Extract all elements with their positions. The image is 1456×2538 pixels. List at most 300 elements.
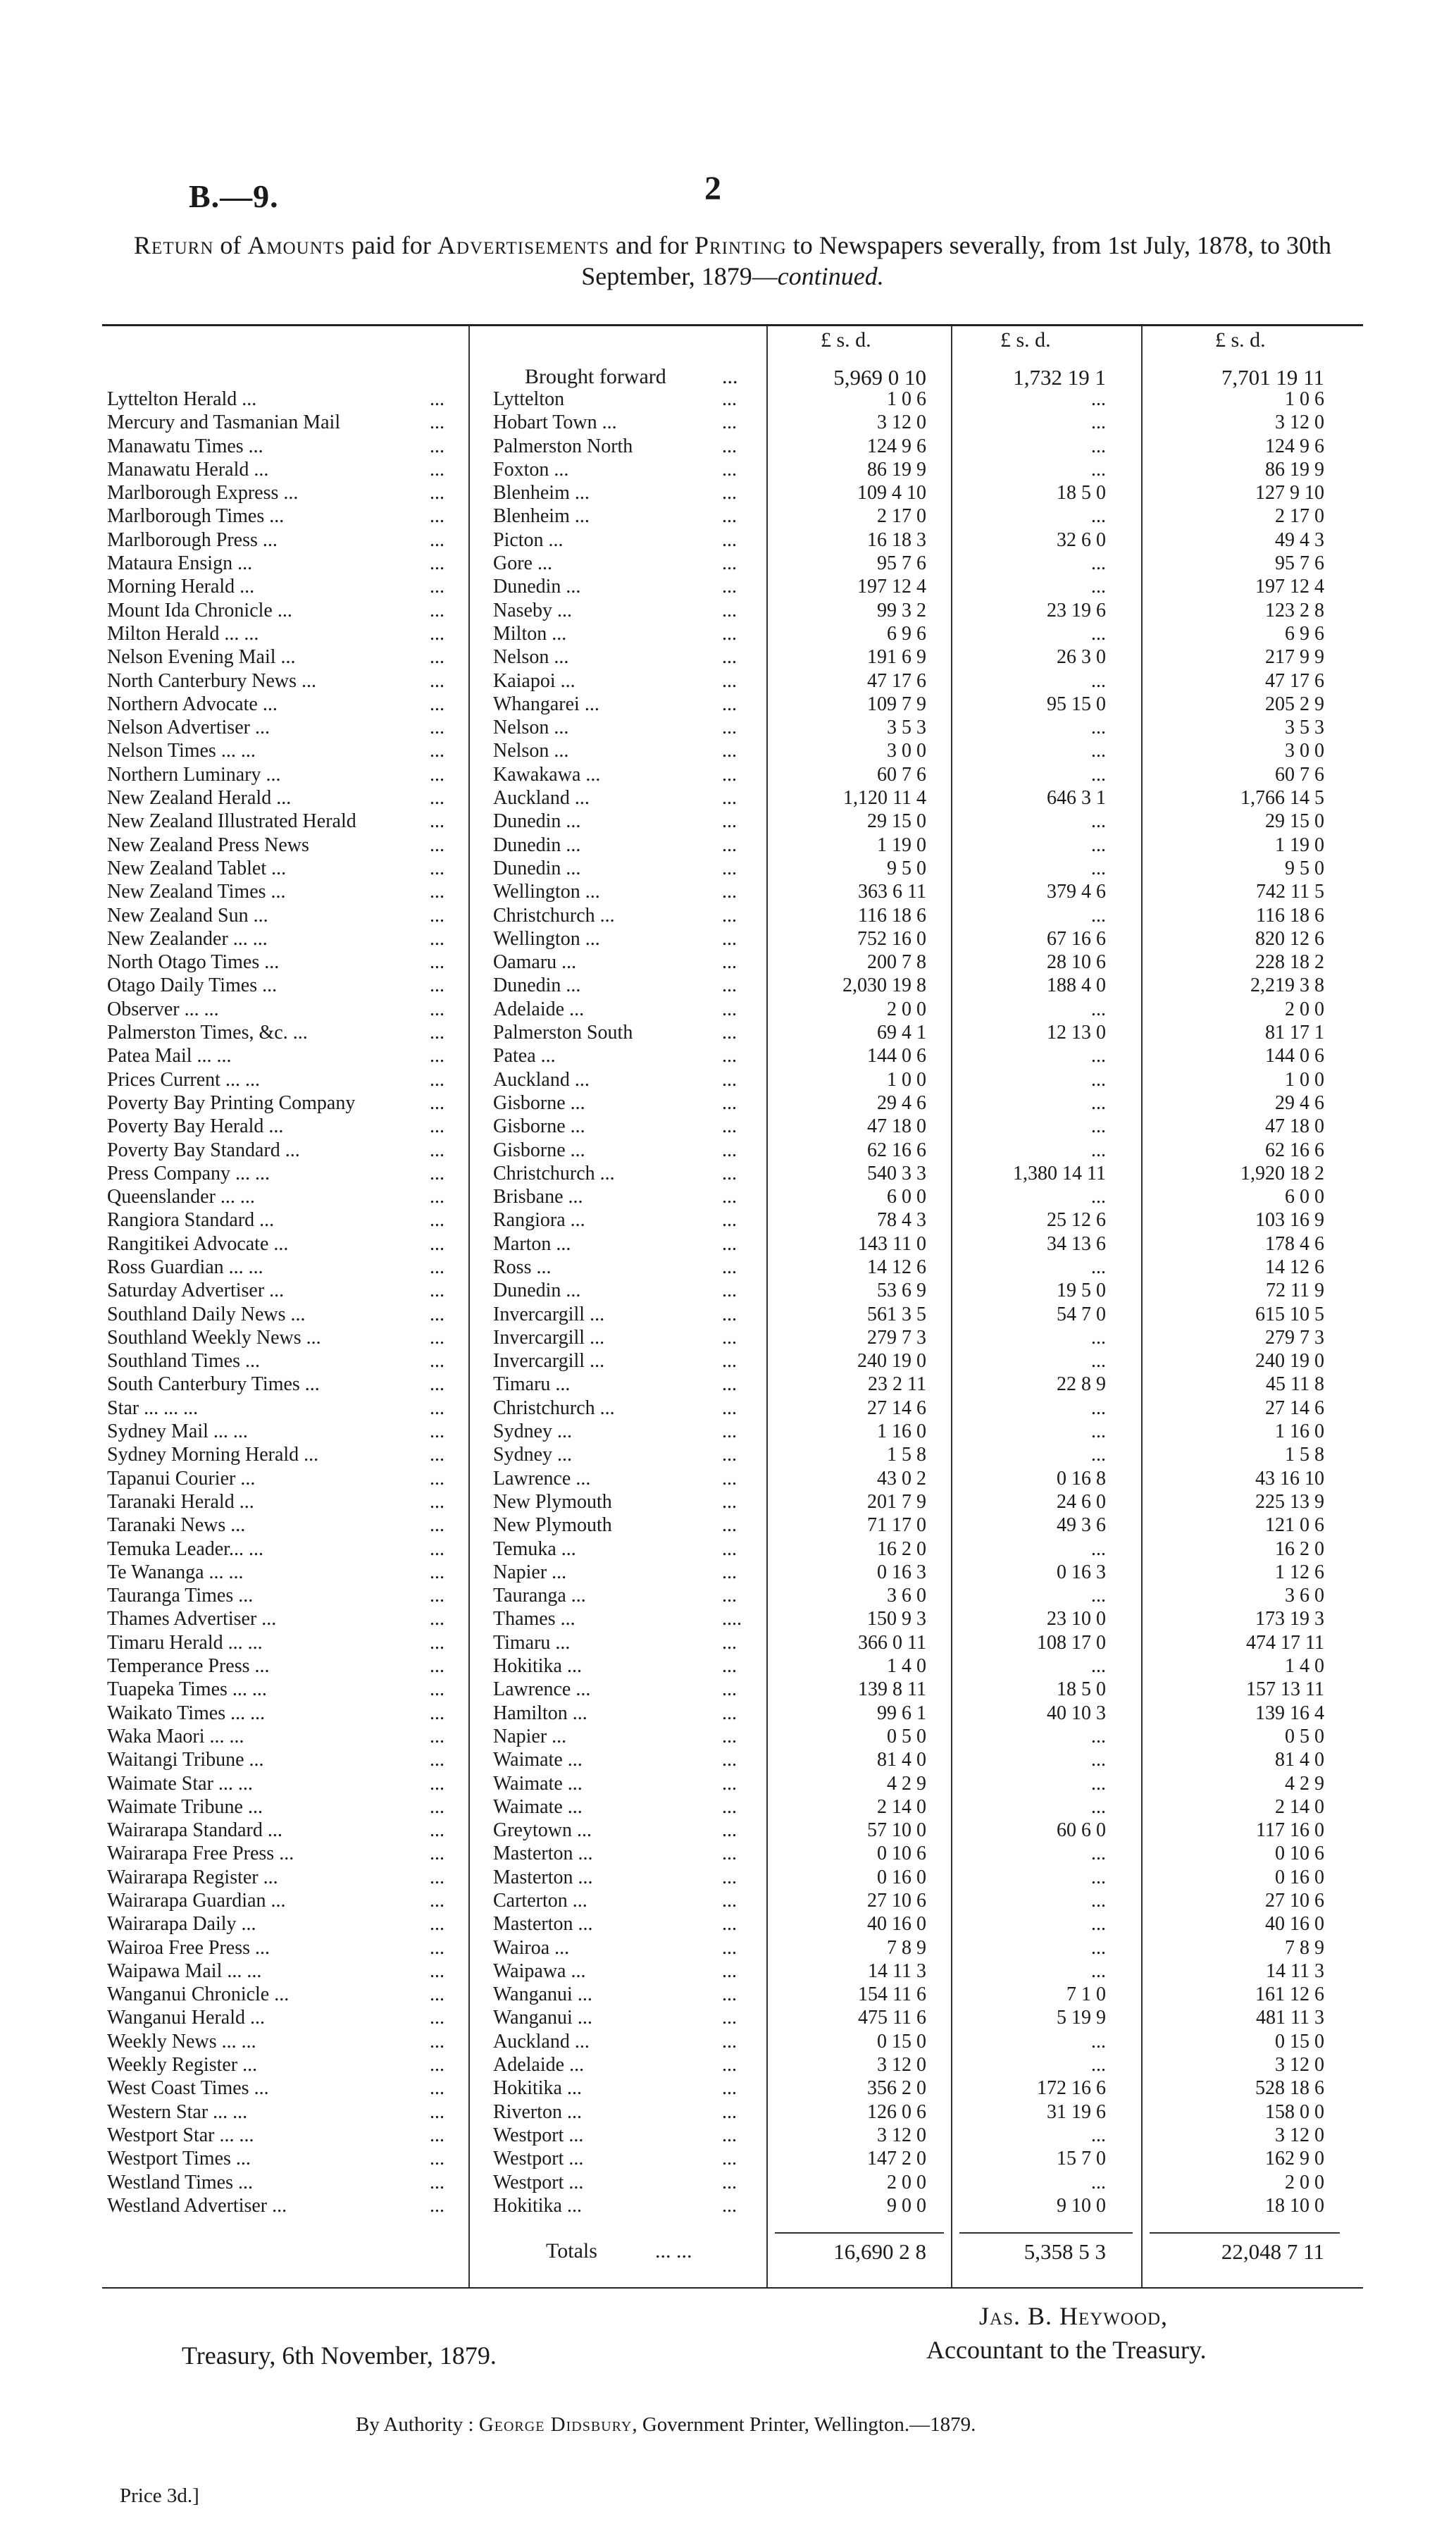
printing-amount: ... bbox=[1091, 740, 1106, 762]
newspaper-name: Poverty Bay Standard ... bbox=[107, 1139, 300, 1161]
table-row bbox=[0, 1490, 1456, 1513]
leader-dots: ... bbox=[430, 1913, 444, 1936]
advertising-amount: 7 8 9 bbox=[887, 1936, 926, 1959]
town-name: Napier ... bbox=[493, 1561, 567, 1583]
newspaper-name: Weekly News ... ... bbox=[107, 2030, 256, 2053]
leader-dots: ... bbox=[430, 998, 444, 1020]
leader-dots: ... bbox=[722, 1678, 737, 1701]
town-name: Carterton ... bbox=[493, 1890, 587, 1912]
printer-authority bbox=[356, 2413, 976, 2437]
advertising-amount: 109 4 10 bbox=[857, 482, 926, 504]
printing-amount: 15 7 0 bbox=[1057, 2148, 1106, 2170]
town-name: Westport ... bbox=[493, 2148, 584, 2170]
leader-dots: ... bbox=[722, 763, 737, 786]
total-amount: 9 5 0 bbox=[1285, 857, 1324, 879]
town-name: Whangarei ... bbox=[493, 693, 599, 715]
printing-amount: ... bbox=[1091, 505, 1106, 528]
printing-amount: ... bbox=[1091, 1772, 1106, 1795]
table-row bbox=[0, 669, 1456, 693]
total-amount: 103 16 9 bbox=[1255, 1209, 1324, 1232]
title-word-printing: Printing bbox=[694, 231, 787, 259]
town-name: Lawrence ... bbox=[493, 1678, 591, 1701]
town-name: Greytown ... bbox=[493, 1819, 592, 1842]
leader-dots: ... bbox=[722, 646, 737, 669]
town-name: Auckland ... bbox=[493, 2030, 590, 2053]
printing-amount: 54 7 0 bbox=[1057, 1303, 1106, 1325]
table-row bbox=[0, 1513, 1456, 1537]
total-amount: 117 16 0 bbox=[1256, 1819, 1324, 1842]
total-amount: 1 0 0 bbox=[1285, 1068, 1324, 1091]
newspaper-name: Waka Maori ... ... bbox=[107, 1725, 244, 1747]
newspaper-name: Wairarapa Standard ... bbox=[107, 1819, 282, 1842]
total-amount: 4 2 9 bbox=[1285, 1772, 1324, 1795]
total-amount: 2 0 0 bbox=[1285, 998, 1324, 1020]
leader-dots: ... bbox=[430, 1936, 444, 1959]
advertising-amount: 201 7 9 bbox=[867, 1490, 926, 1513]
advertising-amount: 3 12 0 bbox=[877, 411, 926, 434]
leader-dots: ... bbox=[722, 1162, 737, 1184]
advertising-amount: 14 12 6 bbox=[867, 1256, 926, 1278]
leader-dots: ... bbox=[430, 1444, 444, 1466]
printing-amount: ... bbox=[1091, 1936, 1106, 1959]
leader-dots: ... bbox=[722, 1280, 737, 1302]
leader-dots: ... bbox=[430, 693, 444, 715]
printing-amount: ... bbox=[1091, 1960, 1106, 1982]
town-name: Auckland ... bbox=[493, 1068, 590, 1091]
total-amount: 144 0 6 bbox=[1265, 1045, 1324, 1067]
leader-dots: ... bbox=[722, 1913, 737, 1936]
leader-dots: ... bbox=[430, 669, 444, 692]
table-row bbox=[0, 1772, 1456, 1795]
total-amount: 3 0 0 bbox=[1285, 740, 1324, 762]
leader-dots: ... bbox=[722, 904, 737, 927]
printing-amount: ... bbox=[1091, 1795, 1106, 1818]
total-amount: 615 10 5 bbox=[1255, 1303, 1324, 1325]
leader-dots: ... bbox=[430, 1655, 444, 1678]
advertising-amount: 3 12 0 bbox=[877, 2054, 926, 2076]
advertising-amount: 3 6 0 bbox=[887, 1585, 926, 1607]
advertising-amount: 752 16 0 bbox=[857, 927, 926, 950]
printing-amount: 32 6 0 bbox=[1057, 528, 1106, 551]
unit-header-printing: £ s. d. bbox=[1000, 328, 1051, 352]
leader-dots: ... bbox=[430, 1983, 444, 2006]
newspaper-name: Tuapeka Times ... ... bbox=[107, 1678, 267, 1701]
table-row bbox=[0, 1279, 1456, 1302]
leader-dots: ... bbox=[430, 1022, 444, 1044]
total-amount: 3 12 0 bbox=[1275, 411, 1324, 434]
total-amount: 1,920 18 2 bbox=[1240, 1162, 1324, 1184]
table-row bbox=[0, 1349, 1456, 1373]
leader-dots: ... bbox=[722, 1186, 737, 1208]
leader-dots: ... bbox=[430, 1561, 444, 1583]
leader-dots: ... bbox=[722, 1022, 737, 1044]
advertising-amount: 86 19 9 bbox=[867, 458, 926, 481]
authority-suffix: , Government Printer, Wellington.—1879. bbox=[632, 2413, 976, 2436]
newspaper-name: New Zealand Herald ... bbox=[107, 787, 292, 810]
newspaper-name: New Zealand Press News bbox=[107, 834, 309, 856]
table-bottom-rule bbox=[102, 2287, 1363, 2289]
advertising-amount: 2 0 0 bbox=[887, 2171, 926, 2193]
leader-dots: ... bbox=[722, 458, 737, 481]
newspaper-name: Milton Herald ... ... bbox=[107, 622, 259, 645]
table-row bbox=[0, 904, 1456, 927]
printing-amount: ... bbox=[1091, 1843, 1106, 1865]
leader-dots: ... bbox=[430, 2171, 444, 2193]
leader-dots: ... bbox=[722, 740, 737, 762]
title-continued: continued. bbox=[777, 262, 884, 290]
town-name: Sydney ... bbox=[493, 1420, 572, 1443]
total-amount: 47 17 6 bbox=[1265, 669, 1324, 692]
total-amount: 1 5 8 bbox=[1285, 1444, 1324, 1466]
town-name: Wanganui ... bbox=[493, 2007, 592, 2029]
town-name: Blenheim ... bbox=[493, 482, 590, 504]
leader-dots: ... bbox=[722, 951, 737, 974]
leader-dots: ... bbox=[722, 622, 737, 645]
advertising-amount: 27 10 6 bbox=[867, 1890, 926, 1912]
printing-amount: ... bbox=[1091, 1749, 1106, 1771]
advertising-amount: 200 7 8 bbox=[867, 951, 926, 974]
advertising-amount: 561 3 5 bbox=[867, 1303, 926, 1325]
leader-dots: ... bbox=[722, 435, 737, 457]
leader-dots: ... bbox=[430, 787, 444, 810]
town-name: Invercargill ... bbox=[493, 1303, 605, 1325]
brought-forward-printing: 1,732 19 1 bbox=[1013, 365, 1106, 390]
table-row bbox=[0, 1443, 1456, 1466]
town-name: Lawrence ... bbox=[493, 1467, 591, 1490]
leader-dots: ... bbox=[722, 1537, 737, 1560]
newspaper-name: Te Wananga ... ... bbox=[107, 1561, 244, 1583]
leader-dots: ... bbox=[430, 1795, 444, 1818]
total-amount: 0 16 0 bbox=[1275, 1866, 1324, 1888]
advertising-amount: 29 4 6 bbox=[877, 1091, 926, 1114]
total-amount: 161 12 6 bbox=[1255, 1983, 1324, 2006]
newspaper-name: Taranaki Herald ... bbox=[107, 1490, 254, 1513]
newspaper-name: Morning Herald ... bbox=[107, 576, 255, 598]
leader-dots: ... bbox=[722, 1819, 737, 1842]
newspaper-name: Mercury and Tasmanian Mail bbox=[107, 411, 341, 434]
town-name: Ross ... bbox=[493, 1256, 552, 1278]
advertising-amount: 23 2 11 bbox=[868, 1373, 926, 1396]
town-name: Tauranga ... bbox=[493, 1585, 586, 1607]
table-row bbox=[0, 1232, 1456, 1256]
table-row bbox=[0, 1960, 1456, 1983]
total-amount: 27 10 6 bbox=[1265, 1890, 1324, 1912]
leader-dots: ... bbox=[722, 2100, 737, 2123]
table-row bbox=[0, 575, 1456, 598]
total-amount: 29 4 6 bbox=[1275, 1091, 1324, 1114]
printing-amount: 9 10 0 bbox=[1057, 2194, 1106, 2217]
advertising-amount: 356 2 0 bbox=[867, 2077, 926, 2100]
total-amount: 81 4 0 bbox=[1275, 1749, 1324, 1771]
printing-amount: ... bbox=[1091, 458, 1106, 481]
total-amount: 49 4 3 bbox=[1275, 528, 1324, 551]
leader-dots: ... bbox=[722, 552, 737, 575]
leader-dots: ... bbox=[430, 974, 444, 997]
table-row bbox=[0, 1256, 1456, 1279]
advertising-amount: 126 0 6 bbox=[867, 2100, 926, 2123]
leader-dots: ... bbox=[722, 1960, 737, 1982]
printing-amount: 22 8 9 bbox=[1057, 1373, 1106, 1396]
printing-amount: 23 19 6 bbox=[1047, 599, 1106, 621]
totals-rule bbox=[1150, 2232, 1340, 2234]
town-name: Timaru ... bbox=[493, 1373, 571, 1396]
total-amount: 7 8 9 bbox=[1285, 1936, 1324, 1959]
document-reference: B.—9. bbox=[189, 178, 279, 214]
total-amount: 1,766 14 5 bbox=[1240, 787, 1324, 810]
newspaper-name: Rangiora Standard ... bbox=[107, 1209, 275, 1232]
brought-forward-total: 7,701 19 11 bbox=[1221, 365, 1324, 390]
totals-rule bbox=[775, 2232, 944, 2234]
total-amount: 0 15 0 bbox=[1275, 2030, 1324, 2053]
printing-amount: 49 3 6 bbox=[1057, 1514, 1106, 1537]
total-amount: 95 7 6 bbox=[1275, 552, 1324, 575]
table-row bbox=[0, 2171, 1456, 2194]
advertising-amount: 47 17 6 bbox=[867, 669, 926, 692]
advertising-amount: 6 9 6 bbox=[887, 622, 926, 645]
advertising-amount: 0 10 6 bbox=[877, 1843, 926, 1865]
total-amount: 127 9 10 bbox=[1255, 482, 1324, 504]
advertising-amount: 124 9 6 bbox=[867, 435, 926, 457]
printing-amount: 12 13 0 bbox=[1047, 1022, 1106, 1044]
printing-amount: ... bbox=[1091, 998, 1106, 1020]
printing-amount: ... bbox=[1091, 834, 1106, 856]
newspaper-name: Westport Star ... ... bbox=[107, 2124, 254, 2146]
leader-dots: ... bbox=[722, 1068, 737, 1091]
table-row bbox=[0, 2147, 1456, 2170]
advertising-amount: 1 16 0 bbox=[877, 1420, 926, 1443]
table-row bbox=[0, 834, 1456, 857]
leader-dots: ... bbox=[722, 2030, 737, 2053]
town-name: Brisbane ... bbox=[493, 1186, 583, 1208]
table-row bbox=[0, 1373, 1456, 1396]
leader-dots: ... bbox=[722, 857, 737, 879]
total-amount: 27 14 6 bbox=[1265, 1397, 1324, 1419]
title-word-amounts: Amounts bbox=[247, 231, 345, 259]
newspaper-name: Palmerston Times, &c. ... bbox=[107, 1022, 308, 1044]
newspaper-name: Poverty Bay Herald ... bbox=[107, 1115, 284, 1138]
totals-printing: 5,358 5 3 bbox=[1023, 2239, 1106, 2264]
leader-dots: ... bbox=[722, 1983, 737, 2006]
town-name: Wellington ... bbox=[493, 881, 600, 903]
printing-amount: ... bbox=[1091, 1350, 1106, 1373]
leader-dots: ... bbox=[430, 857, 444, 879]
advertising-amount: 1,120 11 4 bbox=[843, 787, 926, 810]
totals-total: 22,048 7 11 bbox=[1221, 2239, 1324, 2264]
total-amount: 124 9 6 bbox=[1265, 435, 1324, 457]
leader-dots: ... bbox=[722, 1561, 737, 1583]
totals-advertising: 16,690 2 8 bbox=[833, 2239, 926, 2264]
table-row bbox=[0, 481, 1456, 504]
leader-dots: ... bbox=[722, 1444, 737, 1466]
advertising-amount: 2 14 0 bbox=[877, 1795, 926, 1818]
leader-dots: ... bbox=[430, 1819, 444, 1842]
advertising-amount: 99 6 1 bbox=[877, 1702, 926, 1724]
leader-dots: ... bbox=[722, 1772, 737, 1795]
printing-amount: ... bbox=[1091, 1537, 1106, 1560]
newspaper-name: Timaru Herald ... ... bbox=[107, 1631, 263, 1654]
leader-dots: ... bbox=[430, 1514, 444, 1537]
printing-amount: ... bbox=[1091, 1866, 1106, 1888]
leader-dots: ... bbox=[722, 1936, 737, 1959]
town-name: Nelson ... bbox=[493, 740, 569, 762]
leader-dots: ... bbox=[722, 998, 737, 1020]
total-amount: 3 6 0 bbox=[1285, 1585, 1324, 1607]
newspaper-name: Nelson Advertiser ... bbox=[107, 717, 270, 739]
town-name: Timaru ... bbox=[493, 1631, 571, 1654]
leader-dots: ... bbox=[722, 1631, 737, 1654]
table-row bbox=[0, 1866, 1456, 1889]
table-row bbox=[0, 1725, 1456, 1748]
town-name: Adelaide ... bbox=[493, 2054, 585, 2076]
leader-dots: ... bbox=[430, 1045, 444, 1067]
leader-dots: ... bbox=[722, 411, 737, 434]
printing-amount: ... bbox=[1091, 552, 1106, 575]
printing-amount: 60 6 0 bbox=[1057, 1819, 1106, 1842]
newspaper-name: Wairarapa Guardian ... bbox=[107, 1890, 286, 1912]
advertising-amount: 0 16 0 bbox=[877, 1866, 926, 1888]
table-row bbox=[0, 951, 1456, 974]
printing-amount: ... bbox=[1091, 2030, 1106, 2053]
total-amount: 742 11 5 bbox=[1256, 881, 1324, 903]
leader-dots: ... bbox=[722, 1256, 737, 1278]
newspaper-name: North Canterbury News ... bbox=[107, 669, 317, 692]
printing-amount: 40 10 3 bbox=[1047, 1702, 1106, 1724]
leader-dots: ... bbox=[722, 1420, 737, 1443]
town-name: Nelson ... bbox=[493, 717, 569, 739]
newspaper-name: Marlborough Express ... bbox=[107, 482, 299, 504]
advertising-amount: 47 18 0 bbox=[867, 1115, 926, 1138]
printing-amount: 108 17 0 bbox=[1037, 1631, 1106, 1654]
totals-rule bbox=[959, 2232, 1133, 2234]
table-row bbox=[0, 1091, 1456, 1115]
advertising-amount: 2,030 19 8 bbox=[842, 974, 926, 997]
town-name: Wairoa ... bbox=[493, 1936, 570, 1959]
printing-amount: ... bbox=[1091, 388, 1106, 410]
table-row bbox=[0, 927, 1456, 951]
printing-amount: ... bbox=[1091, 1420, 1106, 1443]
town-name: Christchurch ... bbox=[493, 1162, 615, 1184]
table-row bbox=[0, 1842, 1456, 1865]
advertising-amount: 154 11 6 bbox=[858, 1983, 926, 2006]
newspaper-name: Waimate Tribune ... bbox=[107, 1795, 263, 1818]
advertising-amount: 99 3 2 bbox=[877, 599, 926, 621]
title-word-return: Return bbox=[134, 231, 214, 259]
advertising-amount: 95 7 6 bbox=[877, 552, 926, 575]
town-name: Milton ... bbox=[493, 622, 567, 645]
leader-dots: ... bbox=[430, 1115, 444, 1138]
leader-dots: ... bbox=[722, 1655, 737, 1678]
leader-dots: ... bbox=[430, 1702, 444, 1724]
total-amount: 6 0 0 bbox=[1285, 1186, 1324, 1208]
advertising-amount: 3 0 0 bbox=[887, 740, 926, 762]
town-name: Waipawa ... bbox=[493, 1960, 586, 1982]
total-amount: 1 12 6 bbox=[1275, 1561, 1324, 1583]
leader-dots: ... bbox=[430, 834, 444, 856]
newspaper-name: Wairarapa Free Press ... bbox=[107, 1843, 294, 1865]
brought-forward-advertising: 5,969 0 10 bbox=[833, 365, 926, 390]
advertising-amount: 3 12 0 bbox=[877, 2124, 926, 2146]
table-row bbox=[0, 599, 1456, 622]
advertising-amount: 191 6 9 bbox=[867, 646, 926, 669]
table-row bbox=[0, 1889, 1456, 1912]
town-name: Hokitika ... bbox=[493, 2194, 582, 2217]
advertising-amount: 197 12 4 bbox=[857, 576, 926, 598]
advertising-amount: 60 7 6 bbox=[877, 763, 926, 786]
table-row bbox=[0, 1467, 1456, 1490]
table-row bbox=[0, 857, 1456, 880]
printing-amount: 31 19 6 bbox=[1047, 2100, 1106, 2123]
leader-dots: ... bbox=[722, 482, 737, 504]
newspaper-table-body bbox=[0, 388, 1456, 2217]
total-amount: 240 19 0 bbox=[1255, 1350, 1324, 1373]
leader-dots: ... bbox=[430, 646, 444, 669]
newspaper-name: Weekly Register ... bbox=[107, 2054, 258, 2076]
newspaper-name: Poverty Bay Printing Company bbox=[107, 1091, 356, 1114]
leader-dots: ... bbox=[722, 834, 737, 856]
advertising-amount: 29 15 0 bbox=[867, 810, 926, 833]
leader-dots: ... bbox=[430, 904, 444, 927]
leader-dots: ... bbox=[430, 1678, 444, 1701]
leader-dots: ... bbox=[722, 505, 737, 528]
leader-dots: ... bbox=[722, 669, 737, 692]
leader-dots: ... bbox=[430, 1256, 444, 1278]
leader-dots: ... bbox=[722, 2171, 737, 2193]
leader-dots: ... bbox=[430, 528, 444, 551]
total-amount: 157 13 11 bbox=[1246, 1678, 1324, 1701]
town-name: Westport ... bbox=[493, 2124, 584, 2146]
table-row bbox=[0, 1561, 1456, 1584]
table-row bbox=[0, 504, 1456, 528]
printing-amount: ... bbox=[1091, 2171, 1106, 2193]
table-row bbox=[0, 2100, 1456, 2124]
newspaper-name: Manawatu Herald ... bbox=[107, 458, 269, 481]
leader-dots: ... bbox=[430, 927, 444, 950]
printing-amount: ... bbox=[1091, 810, 1106, 833]
signatory-name: Jas. B. Heywood, bbox=[979, 2302, 1169, 2330]
advertising-amount: 147 2 0 bbox=[867, 2148, 926, 2170]
town-name: Kaiapoi ... bbox=[493, 669, 575, 692]
advertising-amount: 43 0 2 bbox=[877, 1467, 926, 1490]
newspaper-name: Waikato Times ... ... bbox=[107, 1702, 266, 1724]
table-row bbox=[0, 2076, 1456, 2100]
leader-dots: ... bbox=[430, 1890, 444, 1912]
newspaper-name: Queenslander ... ... bbox=[107, 1186, 255, 1208]
table-row bbox=[0, 2030, 1456, 2053]
town-name: New Plymouth bbox=[493, 1490, 612, 1513]
leader-dots: ... bbox=[430, 810, 444, 833]
town-name: Invercargill ... bbox=[493, 1326, 605, 1349]
total-amount: 3 12 0 bbox=[1275, 2124, 1324, 2146]
advertising-amount: 16 18 3 bbox=[867, 528, 926, 551]
leader-dots: ... bbox=[722, 787, 737, 810]
brought-forward-leader: ... bbox=[722, 365, 738, 388]
town-name: Dunedin ... bbox=[493, 1280, 581, 1302]
table-row bbox=[0, 645, 1456, 669]
table-row bbox=[0, 763, 1456, 786]
advertising-amount: 540 3 3 bbox=[867, 1162, 926, 1184]
table-row bbox=[0, 716, 1456, 739]
price-note: Price 3d.] bbox=[120, 2484, 199, 2507]
total-amount: 121 0 6 bbox=[1265, 1514, 1324, 1537]
printing-amount: ... bbox=[1091, 1045, 1106, 1067]
town-name: New Plymouth bbox=[493, 1514, 612, 1537]
newspaper-name: Temuka Leader... ... bbox=[107, 1537, 263, 1560]
table-row bbox=[0, 1420, 1456, 1443]
advertising-amount: 40 16 0 bbox=[867, 1913, 926, 1936]
advertising-amount: 363 6 11 bbox=[858, 881, 926, 903]
total-amount: 217 9 9 bbox=[1265, 646, 1324, 669]
leader-dots: ... bbox=[722, 974, 737, 997]
